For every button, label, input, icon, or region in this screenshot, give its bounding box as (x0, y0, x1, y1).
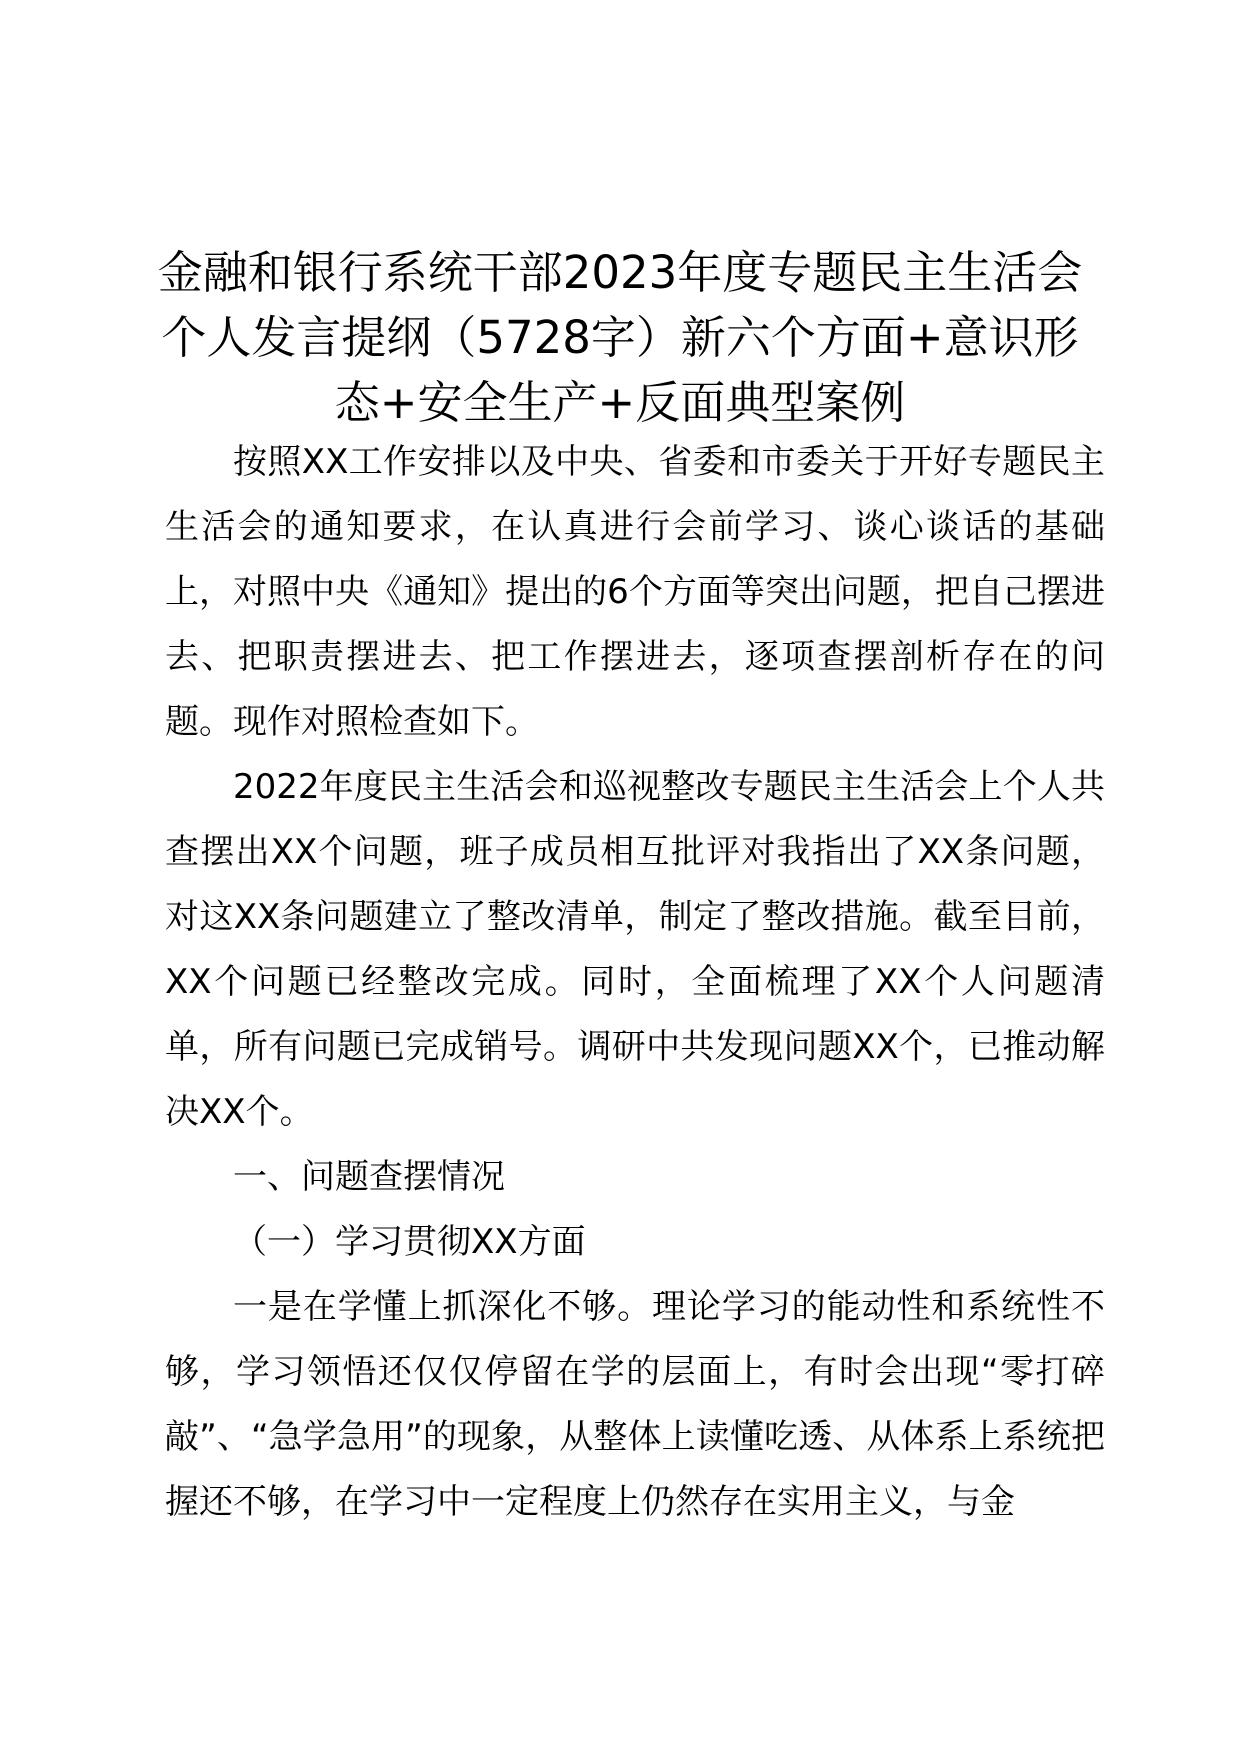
document-title: 金融和银行系统干部2023年度专题民主生活会个人发言提纲（5728字）新六个方面+意识形态+安全生产+反面典型案例 (157, 246, 1083, 429)
document-body (165, 430, 1105, 1535)
section-heading: 一、问题查摆情况 (233, 1157, 505, 1197)
paragraph-intro: 按照XX工作安排以及中央、省委和市委关于开好专题民主生活会的通知要求，在认真进行会前学习、谈心谈话的基础上，对照中央《通知》提出的6个方面等突出问题，把自己摆进去、把职责摆进去、把工作摆进去，逐项查摆剖析存在的问题。现作对照检查如下。 (165, 442, 1105, 742)
paragraph-study-issue: 一是在学懂上抓深化不够。理论学习的能动性和系统性不够，学习领悟还仅仅停留在学的层面上，有时会出现“零打碎敲”、“急学急用”的现象，从整体上读懂吃透、从体系上系统把握还不够，在学习中一定程度上仍然存在实用主义，与金 (165, 1287, 1105, 1522)
paragraph-rectification-summary: 2022年度民主生活会和巡视整改专题民主生活会上个人共查摆出XX个问题，班子成员相互批评对我指出了XX条问题，对这XX条问题建立了整改清单，制定了整改措施。截至目前，XX个问题已经整改完成。同时，全面梳理了XX个人问题清单，所有问题已完成销号。调研中共发现问题XX个，已推动解决XX个。 (165, 767, 1105, 1132)
subsection-heading: （一）学习贯彻XX方面 (233, 1222, 586, 1262)
